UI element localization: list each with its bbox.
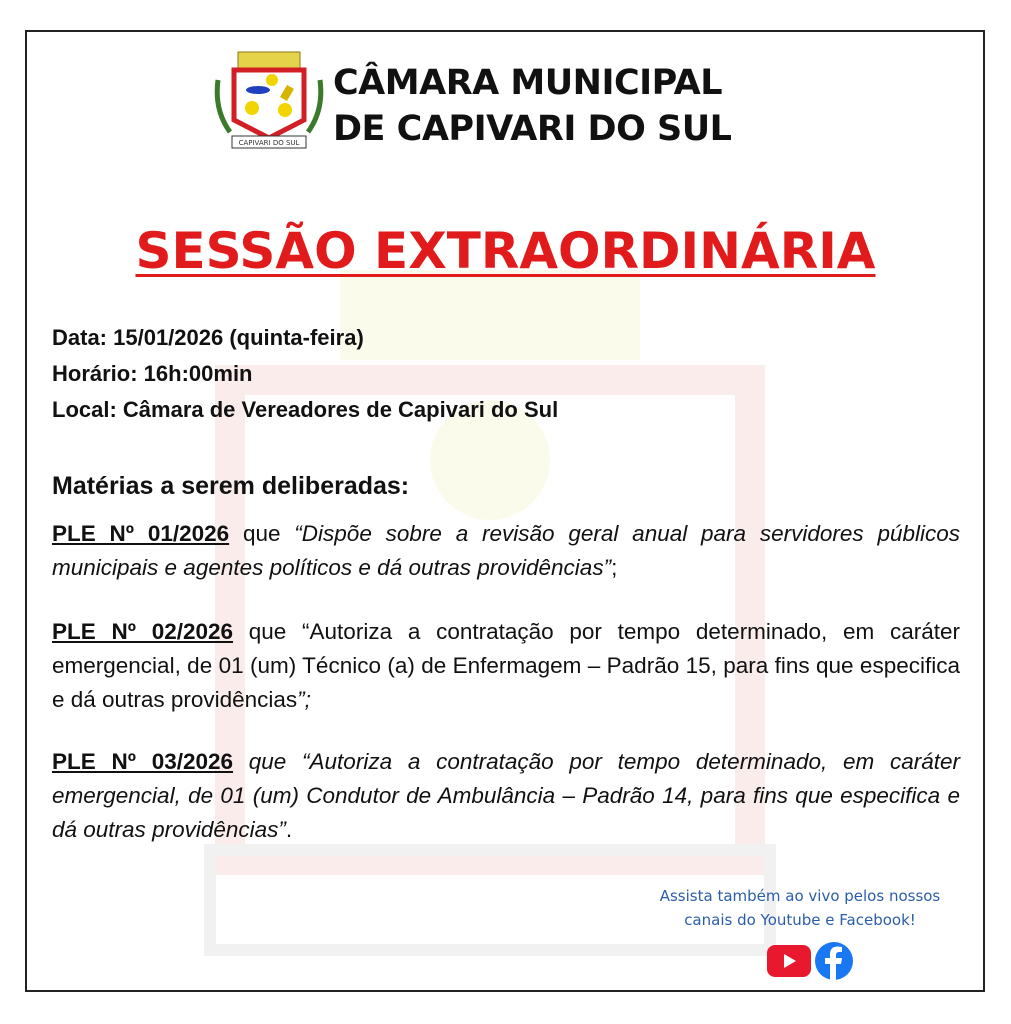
title-text: SESSÃO EXTRAORDINÁRIA — [135, 222, 876, 280]
organization-name — [333, 60, 731, 152]
item-text: “Autoriza a contratação por tempo determinado, em caráter emergencial, de 01 (um) Condutor de Ambulância – Padrão 14, para fins que especifica e dá outras providências” — [52, 749, 960, 842]
org-line-1: CÂMARA MUNICIPAL — [333, 63, 723, 103]
session-date: Data: 15/01/2026 (quinta-feira) — [52, 325, 364, 350]
cta-line-2: canais do Youtube e Facebook! — [684, 911, 916, 929]
session-place: Local: Câmara de Vereadores de Capivari do Sul — [52, 397, 559, 422]
live-stream-note — [620, 884, 980, 932]
session-time: Horário: 16h:00min — [52, 361, 253, 386]
item-end: . — [285, 817, 293, 842]
item-connector: que — [229, 521, 295, 546]
item-end: ”; — [297, 687, 311, 712]
item-connector: que — [233, 749, 303, 774]
session-info — [52, 320, 558, 428]
agenda-item — [52, 517, 960, 585]
item-ref: PLE Nº 02/2026 — [52, 619, 234, 644]
social-links — [767, 942, 853, 980]
item-connector: que — [233, 619, 303, 644]
youtube-icon[interactable] — [767, 945, 811, 977]
cta-line-1: Assista também ao vivo pelos nossos — [659, 887, 941, 905]
item-ref: PLE Nº 01/2026 — [52, 521, 230, 546]
item-ref: PLE Nº 03/2026 — [52, 749, 234, 774]
item-end: ; — [611, 555, 618, 580]
page-title — [0, 222, 1011, 280]
agenda-item — [52, 615, 960, 717]
seal-text: CAPIVARI DO SUL — [238, 139, 300, 147]
facebook-icon[interactable] — [815, 942, 853, 980]
agenda-item — [52, 745, 960, 847]
item-text: “Autoriza a contratação por tempo determinado, em caráter emergencial, de 01 (um) Técnico (a) de Enfermagem – Padrão 15, para fins que especifica e dá outras providências — [52, 619, 960, 712]
org-line-2: DE CAPIVARI DO SUL — [333, 109, 732, 149]
item-text: “Dispõe sobre a revisão geral anual para servidores públicos municipais e agentes políticos e dá outras providências” — [52, 521, 960, 580]
municipal-seal-logo — [210, 50, 328, 150]
agenda-heading: Matérias a serem deliberadas: — [52, 472, 410, 500]
